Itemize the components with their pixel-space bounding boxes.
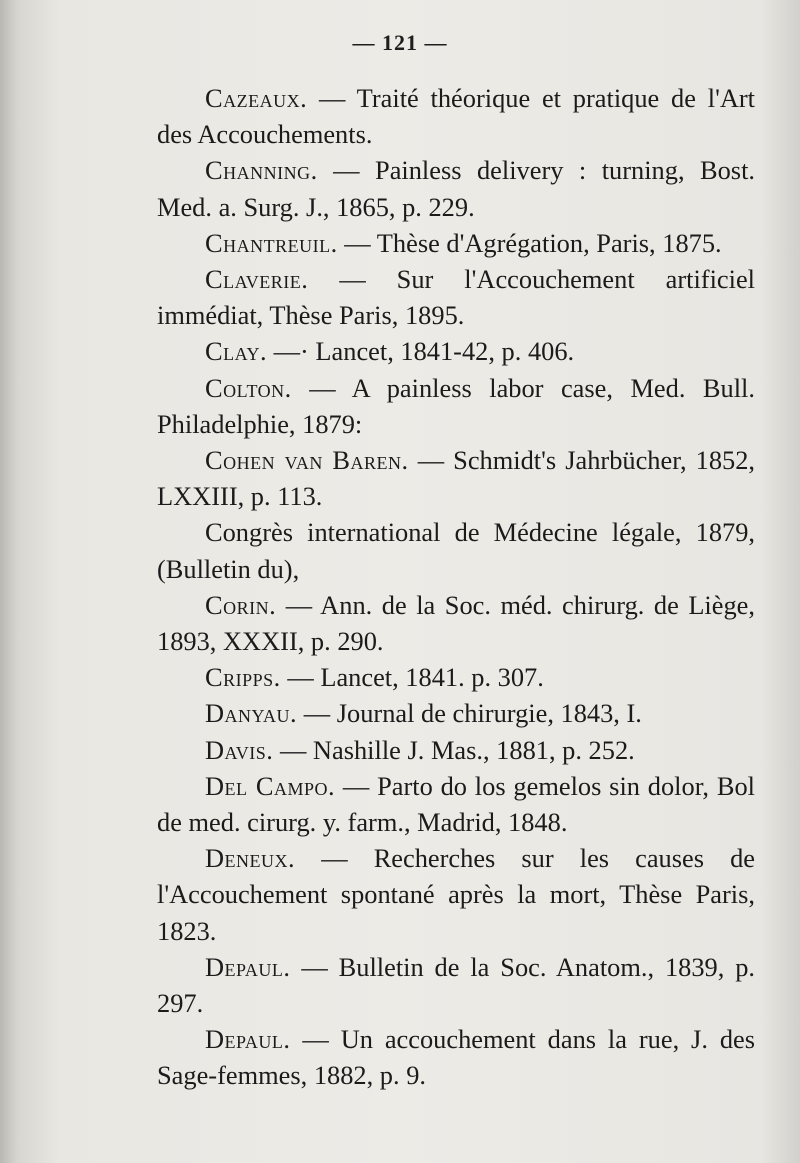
entry-text: — Ann. de la Soc. méd. chirurg. de Liège, 1893, XXXII, p. 290.: [157, 589, 755, 657]
entry-author: Deneux.: [205, 843, 296, 874]
bibliography-entry: [157, 695, 755, 731]
entry-text: — Nashille J. Mas., 1881, p. 252.: [273, 734, 635, 765]
bibliography-entry: [157, 370, 755, 442]
bibliography-entry: [157, 261, 755, 333]
bibliography-entry: [157, 587, 755, 659]
entry-author: Cazeaux.: [205, 83, 308, 113]
bibliography-entry: [157, 659, 755, 695]
bibliography-entry: [157, 840, 755, 949]
bibliography-entry: [157, 768, 755, 840]
entry-author: Davis.: [205, 734, 274, 765]
entry-author: Channing.: [205, 155, 318, 186]
entry-author: Corin.: [205, 589, 277, 620]
bibliography-entry: [157, 949, 755, 1021]
entry-text: — Schmidt's Jahrbücher, 1852, LXXIII, p. 113.: [157, 445, 755, 512]
entry-text: — Sur l'Accouchement artificiel immédiat, Thèse Paris, 1895.: [157, 264, 755, 331]
page-number: — 121 —: [352, 30, 448, 55]
bibliography-list: [157, 80, 755, 1094]
entry-text: —· Lancet, 1841-42, p. 406.: [267, 336, 575, 367]
entry-author: Del Campo.: [205, 770, 336, 801]
entry-author: Chantreuil.: [205, 227, 338, 258]
entry-text: — Parto do los gemelos sin dolor, Bol de med. cirurg. y. farm., Madrid, 1848.: [157, 770, 755, 838]
entry-text: — Journal de chirurgie, 1843, I.: [297, 698, 642, 729]
bibliography-entry: [157, 442, 755, 514]
bibliography-entry: [157, 333, 755, 369]
entry-text: — Un accouchement dans la rue, J. des Sage-femmes, 1882, p. 9.: [157, 1024, 755, 1091]
bibliography-entry: [157, 225, 755, 261]
entry-text: Congrès international de Médecine légale, 1879, (Bulletin du),: [157, 517, 755, 584]
entry-text: — Lancet, 1841. p. 307.: [280, 662, 544, 693]
entry-text: — A painless labor case, Med. Bull. Philadelphie, 1879:: [157, 372, 755, 439]
entry-author: Claverie.: [205, 264, 309, 295]
entry-author: Danyau.: [205, 698, 298, 729]
bibliography-entry: [157, 152, 755, 224]
entry-author: Depaul.: [205, 951, 291, 982]
entry-author: Cohen van Baren.: [205, 445, 409, 476]
entry-text: — Traité théorique et pratique de l'Art des Accouchements.: [157, 83, 755, 150]
entry-text: — Bulletin de la Soc. Anatom., 1839, p. 297.: [157, 951, 755, 1019]
entry-author: Depaul.: [205, 1024, 291, 1055]
entry-author: Cripps.: [205, 662, 281, 693]
bibliography-entry: [157, 514, 755, 586]
entry-author: Colton.: [205, 372, 292, 403]
bibliography-entry: [157, 732, 755, 768]
entry-text: — Painless delivery : turning, Bost. Med. a. Surg. J., 1865, p. 229.: [157, 155, 755, 222]
bibliography-entry: [157, 1021, 755, 1093]
bibliography-entry: [157, 80, 755, 152]
entry-text: — Recherches sur les causes de l'Accouchement spontané après la mort, Thèse Paris, 1823.: [157, 843, 755, 946]
entry-text: — Thèse d'Agrégation, Paris, 1875.: [337, 227, 722, 258]
entry-author: Clay.: [205, 336, 268, 367]
